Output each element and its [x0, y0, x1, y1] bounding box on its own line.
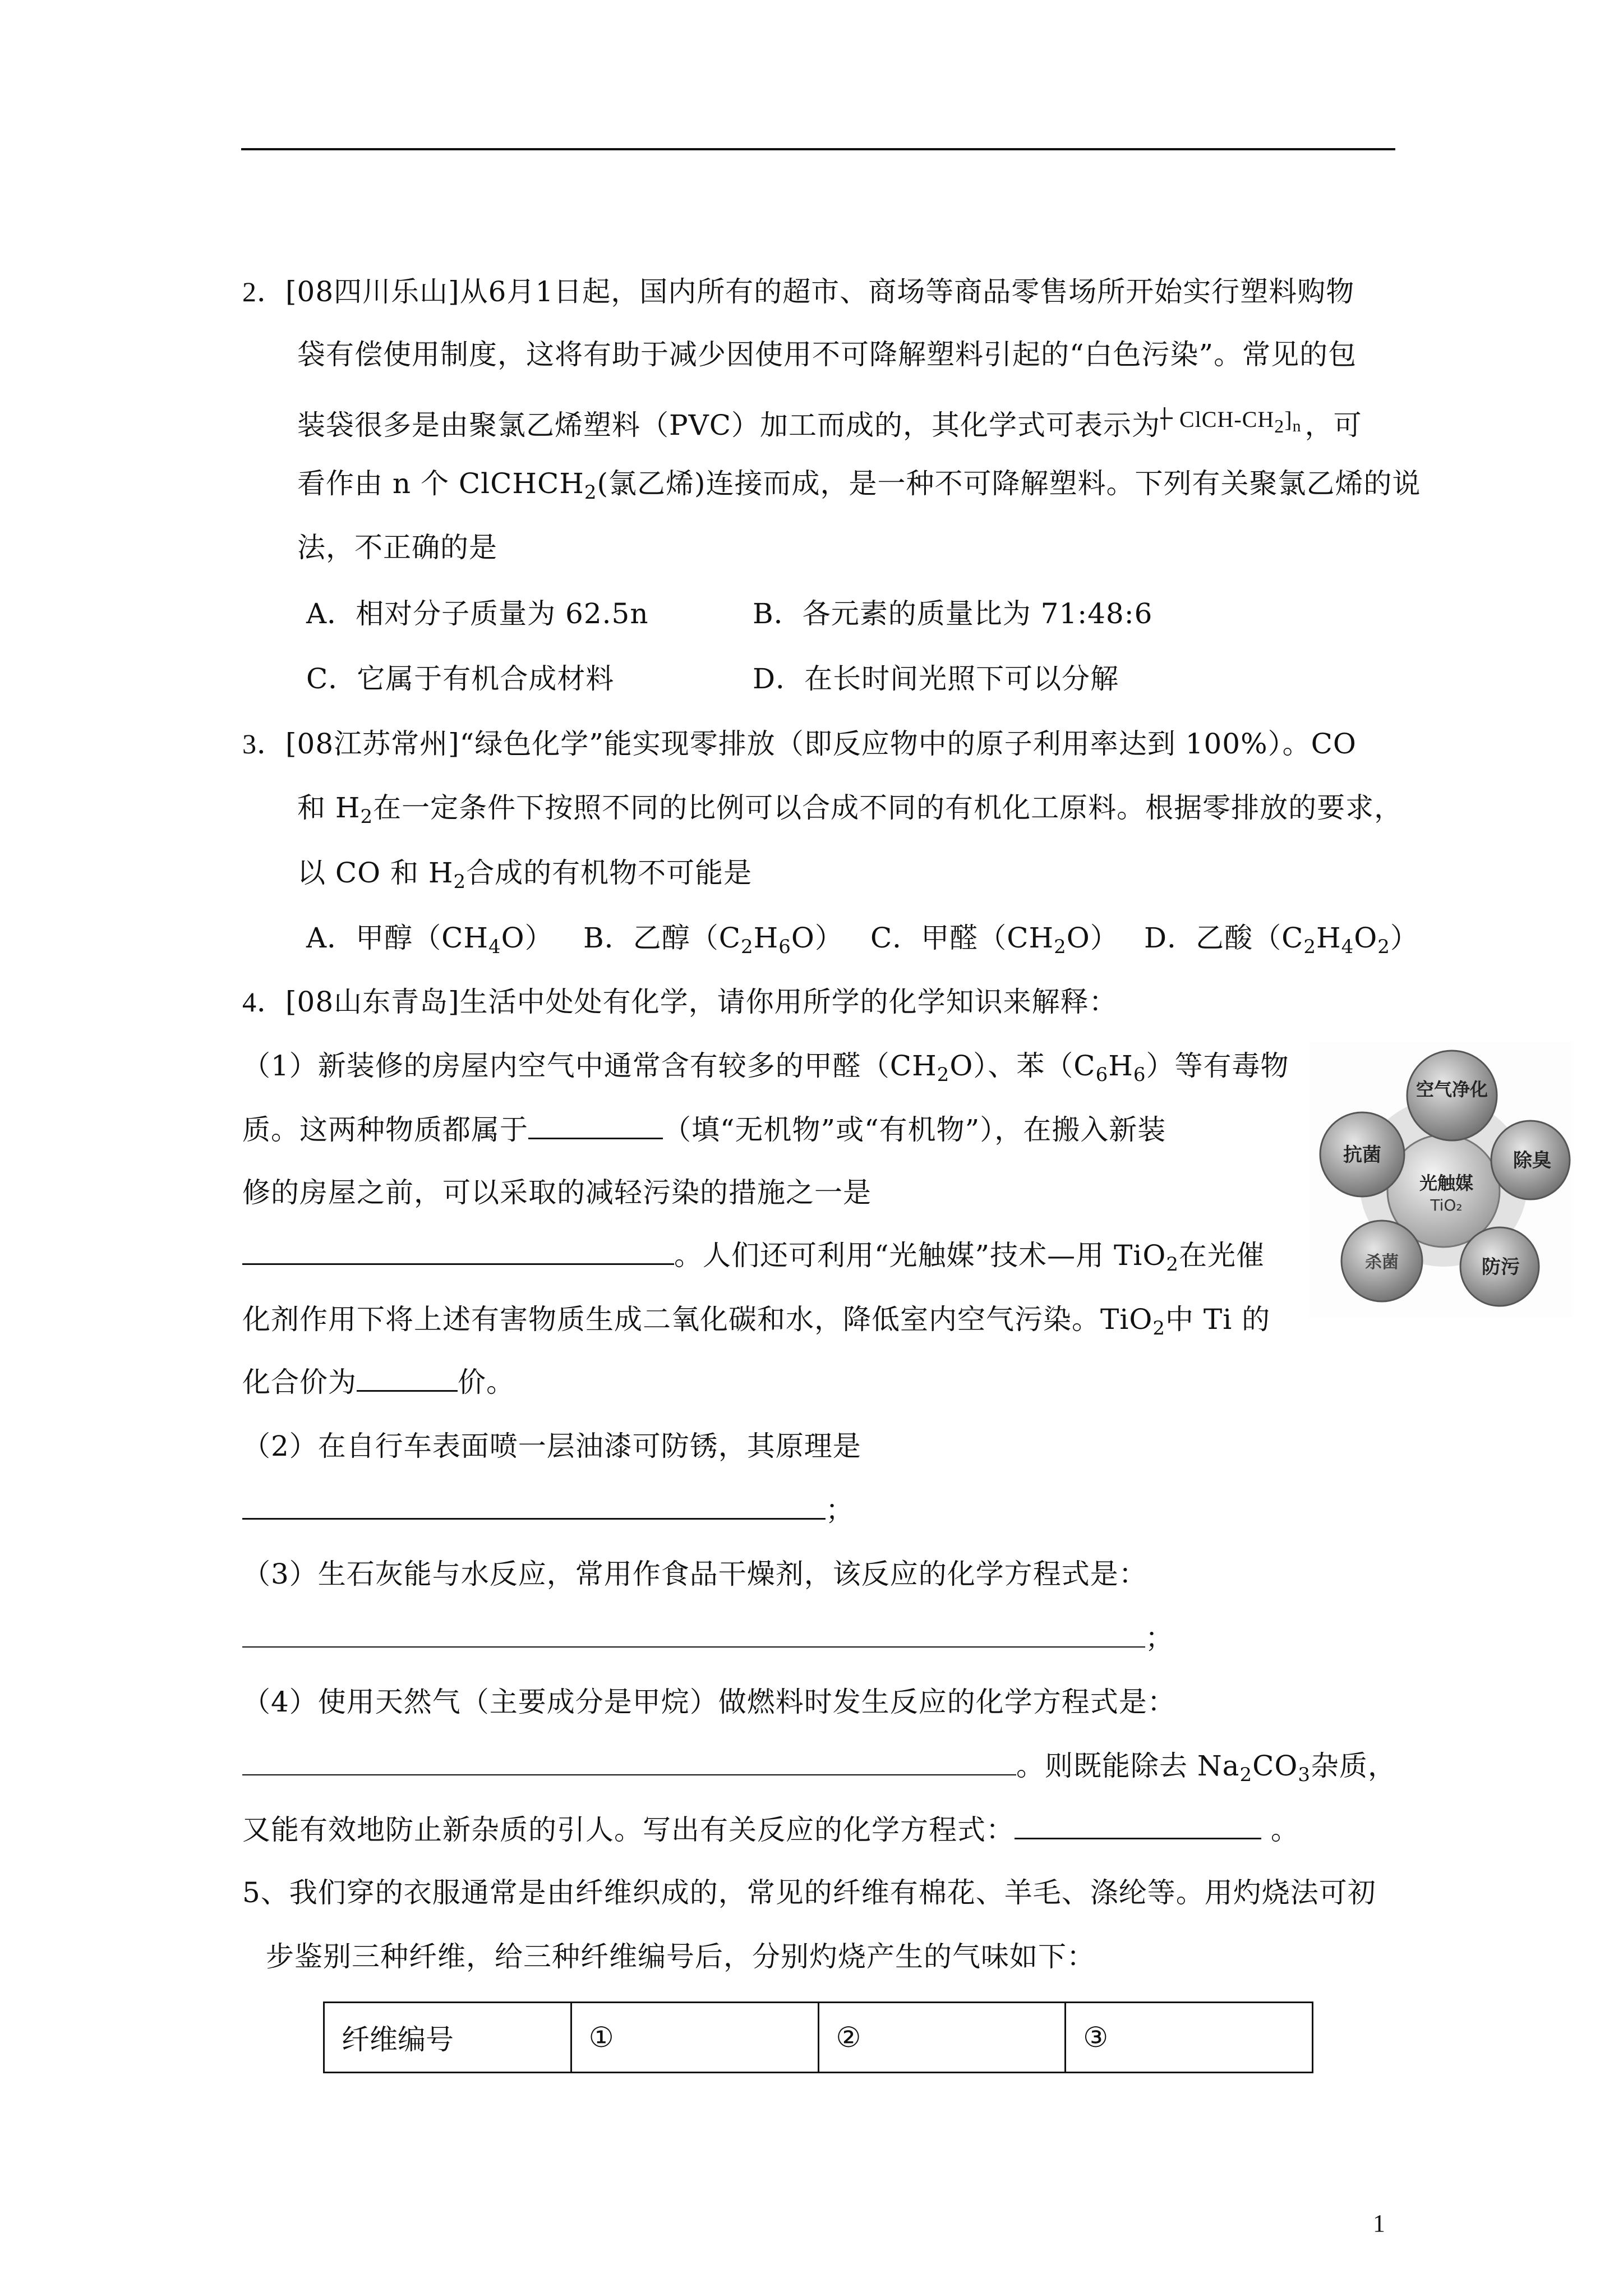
q4-part2-line-2: ； [242, 1492, 854, 1528]
q2-line-1: 2．[08四川乐山]从6月1日起，国内所有的超市、商场等商品零售场所开始实行塑料购物 [242, 275, 1355, 308]
table-header-fiber-1: ① [571, 2003, 818, 2073]
q2-line-5: 法，不正确的是 [297, 531, 497, 564]
q4-line-1: 4．[08山东青岛]生活中处处有化学，请你用所学的化学知识来解释： [242, 986, 1118, 1018]
table-header-fiber-number: 纤维编号 [324, 2003, 571, 2073]
diagram-label-bottom-right: 防污 [1482, 1256, 1520, 1278]
q4-part4-line-3: 又能有效地防止新杂质的引人。写出有关反应的化学方程式： 。 [242, 1812, 1299, 1848]
diagram-label-right: 除臭 [1513, 1149, 1551, 1172]
q4-part4-line-1: （4）使用天然气（主要成分是甲烷）做燃料时发生反应的化学方程式是： [242, 1686, 1176, 1718]
table-header-fiber-3: ③ [1066, 2003, 1313, 2073]
answer-blank-reaction-equation[interactable] [1015, 1812, 1261, 1839]
q2-option-d: D．在长时间光照下可以分解 [753, 662, 1119, 695]
fiber-table [323, 2001, 1313, 2073]
photocatalyst-diagram [1309, 1042, 1573, 1317]
q4-part1-line-3: 修的房屋之前，可以采取的减轻污染的措施之一是 [242, 1176, 872, 1209]
diagram-label-top: 空气净化 [1415, 1079, 1488, 1100]
q3-option-c: C．甲醛$(CH_2O)$ [870, 922, 1119, 958]
q5-line-1: 5、我们穿的衣服通常是由纤维织成的，常见的纤维有棉花、羊毛、涤纶等。用灼烧法可初 [242, 1876, 1376, 1909]
q2-line-2: 袋有偿使用制度，这将有助于减少因使用不可降解塑料引起的“白色污染”。常见的包 [297, 338, 1357, 371]
q4-part1-line-5: 化剂作用下将上述有害物质生成二氧化碳和水，降低室内空气污染。TiO$_2$中 Ti 的 [242, 1303, 1271, 1340]
q2-line-4: 看作由 n 个 ClCHCH$_2$(氯乙烯)连接而成，是一种不可降解塑料。下列有关聚氯乙烯的说 [297, 467, 1421, 504]
table-header-fiber-2: ② [818, 2003, 1066, 2073]
q3-line-2: 和 $H_2$在一定条件下按照不同的比例可以合成不同的有机化工原料。根据零排放的要求， [297, 792, 1403, 828]
diagram-label-center-sub: TiO₂ [1430, 1196, 1463, 1214]
q4-part1-line-4: 。人们还可利用“光触媒”技术—用 TiO$_2$在光催 [242, 1237, 1265, 1273]
diagram-label-left: 抗菌 [1343, 1144, 1381, 1166]
q4-part1-line-6: 化合价为 价。 [242, 1364, 515, 1400]
answer-blank-valence[interactable] [357, 1364, 458, 1392]
q3-line-1: 3．[08江苏常州]“绿色化学”能实现零排放（即反应物中的原子利用率达到 100%）。CO [242, 728, 1357, 760]
q3-number: 3． [242, 728, 285, 760]
photocatalyst-illustration [1309, 1042, 1573, 1317]
q2-number: 2． [242, 276, 285, 307]
pvc-formula: ClCH-$CH_2]_n$ [1160, 402, 1305, 444]
table-row [324, 2003, 1313, 2073]
answer-blank-lime-equation[interactable] [242, 1621, 1145, 1648]
q3-option-a: A．甲醇$(CH_4O)$ [306, 922, 554, 958]
q4-part4-line-2: 。则既能除去 $Na_2CO_3$杂质， [242, 1748, 1396, 1784]
answer-blank-substance-type[interactable] [528, 1112, 663, 1139]
q3-option-d: D．乙酸$(C_2H_4O_2)$ [1144, 922, 1419, 958]
q4-part1-line-1: （1）新装修的房屋内空气中通常含有较多的甲醛$(CH_2O)$、苯$(C_6H_6)$等有毒物 [242, 1050, 1289, 1086]
q5-line-2: 步鉴别三种纤维，给三种纤维编号后，分别灼烧产生的气味如下： [266, 1940, 1095, 1973]
q2-line-3: 装袋很多是由聚氯乙烯塑料（PVC）加工而成的，其化学式可表示为 ClCH-$CH_2]_n$ ，可 [297, 402, 1362, 444]
page-number: 1 [1373, 2210, 1385, 2237]
diagram-label-bottom-left: 杀菌 [1365, 1253, 1399, 1272]
answer-blank-measure[interactable] [242, 1237, 674, 1265]
answer-blank-rust-principle[interactable] [242, 1492, 826, 1520]
q4-number: 4． [242, 986, 285, 1018]
q2-option-b: B．各元素的质量比为 71:48:6 [753, 597, 1153, 630]
header-rule [241, 148, 1395, 150]
q4-part3-line-2: ； [242, 1620, 1174, 1656]
q4-part2-line-1: （2）在自行车表面喷一层油漆可防锈，其原理是 [242, 1430, 861, 1462]
q2-option-c: C．它属于有机合成材料 [306, 662, 615, 695]
q3-option-b: B．乙醇$(C_2H_6O)$ [583, 922, 843, 958]
q4-part1-line-2: 质。这两种物质都属于 （填“无机物”或“有机物”），在搬入新装 [242, 1112, 1166, 1148]
q3-line-3: 以 CO 和 $H_2$合成的有机物不可能是 [297, 857, 753, 893]
diagram-label-center: 光触媒 [1419, 1172, 1474, 1194]
q2-option-a: A．相对分子质量为 62.5n [306, 597, 649, 630]
answer-blank-methane-equation[interactable] [242, 1749, 1016, 1775]
q4-part3-line-1: （3）生石灰能与水反应，常用作食品干燥剂，该反应的化学方程式是： [242, 1558, 1147, 1590]
